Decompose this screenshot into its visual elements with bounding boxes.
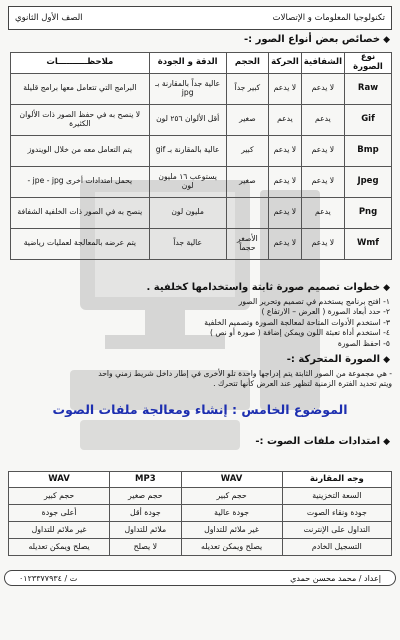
table-cell: حجم كبير (181, 488, 282, 505)
column-header: ملاحظــــــــــات (11, 53, 150, 74)
section-title: الصورة المتحركة :- (286, 354, 381, 365)
section-title: امتدادات ملفات الصوت :- (255, 436, 381, 447)
table-row (11, 228, 392, 259)
table-cell: لا يدعم (269, 73, 302, 104)
table-cell: لا يدعم (301, 166, 344, 197)
table-row (9, 505, 392, 522)
diamond-bullet-icon: ◆ (383, 35, 390, 45)
table-cell: عالية جداً بالمقارنة بـ jpg (149, 73, 226, 104)
column-header: الدقة و الجودة (149, 53, 226, 74)
phone-number: ت / ٠١٢٣٣٧٧٩٣٤ (19, 573, 78, 583)
section-title: خصائص بعض أنواع الصور :- (243, 34, 381, 45)
table-cell: لا يصلح (110, 539, 181, 556)
table-row (11, 166, 392, 197)
table-cell: التسجيل الخادم (282, 539, 391, 556)
table-cell: صغير (226, 104, 268, 135)
paragraph-line: - هي مجموعة من الصور الثابتة يتم إدراجها واحدة تلو الأخرى في إطار داخل شريط زمني واحد (98, 369, 392, 378)
animated-image-description (8, 369, 392, 390)
table-cell: البرامج التي تتعامل معها برامج قليلة (11, 73, 150, 104)
list-item: ٤- استخدم أداة تعبئة اللون ويمكن إضافة ( صورة أو نص ) (209, 328, 390, 338)
column-header: الشفافية (301, 53, 344, 74)
table-cell: لا يدعم (269, 135, 302, 166)
diamond-bullet-icon: ◆ (383, 283, 390, 293)
column-header: الحركة (269, 53, 302, 74)
page-footer (4, 570, 396, 586)
table-header-row (11, 53, 392, 74)
table-cell: يحمل امتدادات أخرى jpe - jpg - (11, 166, 150, 197)
section-audio-extensions (255, 436, 390, 447)
page-header (8, 6, 392, 30)
table-cell: التداول على الإنترنت (282, 522, 391, 539)
table-cell: لا ينصح به في حفظ الصور ذات الألوان الكثيرة (11, 104, 150, 135)
section-image-properties (244, 34, 390, 45)
table-cell: أعلى جودة (9, 505, 110, 522)
table-cell: جودة عالية (181, 505, 282, 522)
table-cell: لا يدعم (301, 228, 344, 259)
grade-title: الصف الأول الثانوي (15, 13, 83, 23)
table-cell: لا يدعم (301, 135, 344, 166)
section-animated-image (287, 354, 390, 365)
column-header: WAV (181, 472, 282, 488)
table-cell: Raw (345, 73, 392, 104)
list-item: ٣- استخدم الأدوات المتاحة لمعالجة الصورة وتصميم الخلفية (204, 317, 390, 327)
diamond-bullet-icon: ◆ (383, 355, 390, 365)
table-cell: يتم عرضه بالمعالجة لعمليات رياضية (11, 228, 150, 259)
table-cell: غير ملائم للتداول (9, 522, 110, 539)
table-cell: يصلح ويمكن تعديله (9, 539, 110, 556)
table-row (9, 488, 392, 505)
paragraph-line: ويتم تحديد الفترة الزمنية لتظهر عند العرض كأنها تتحرك . (213, 379, 392, 389)
table-cell: عالية بالمقارنة بـ gif (149, 135, 226, 166)
table-cell: يدعم (269, 104, 302, 135)
table-cell: Wmf (345, 228, 392, 259)
table-cell: يصلح ويمكن تعديله (181, 539, 282, 556)
table-cell: Png (345, 197, 392, 228)
table-cell: يدعم (301, 104, 344, 135)
column-header: MP3 (110, 472, 181, 488)
table-cell: حجم كبير (9, 488, 110, 505)
table-cell: يتم التعامل معه من خلال الويندوز (11, 135, 150, 166)
table-cell (226, 197, 268, 228)
column-header: نوع الصورة (345, 53, 392, 74)
topic-banner: الموضوع الخامس : إنشاء ومعالجة ملفات الصوت (52, 402, 348, 417)
table-cell: أقل الألوان ٢٥٦ لون (149, 104, 226, 135)
list-item: ١- افتح برنامج يستخدم في تصميم وتحرير الصور (238, 297, 390, 306)
table-row (9, 539, 392, 556)
table-cell: لا يدعم (269, 197, 302, 228)
audio-extensions-table (8, 471, 392, 556)
table-cell: Gif (345, 104, 392, 135)
table-row (11, 197, 392, 228)
table-row (11, 104, 392, 135)
table-row (9, 522, 392, 539)
steps-list (20, 297, 390, 349)
table-cell: جودة ونقاء الصوت (282, 505, 391, 522)
table-cell: Bmp (345, 135, 392, 166)
diamond-bullet-icon: ◆ (383, 437, 390, 447)
section-static-image-steps (146, 282, 390, 293)
table-cell: ملائم للتداول (110, 522, 181, 539)
table-cell: ينصح به في الصور ذات الخلفية الشفافة (11, 197, 150, 228)
table-cell: لا يدعم (269, 228, 302, 259)
table-cell: لا يدعم (269, 166, 302, 197)
table-cell: مليون لون (149, 197, 226, 228)
column-header: WAV (9, 472, 110, 488)
table-cell: لا يدعم (301, 73, 344, 104)
column-header: الحجم (226, 53, 268, 74)
list-item: ٥- احفظ الصورة (337, 338, 390, 348)
table-cell: Jpeg (345, 166, 392, 197)
table-cell: صغير (226, 166, 268, 197)
table-cell: يدعم (301, 197, 344, 228)
column-header: وجه المقارنة (282, 472, 391, 488)
table-cell: عالية جداً (149, 228, 226, 259)
author-credit: إعداد / محمد محسن حمدي (290, 573, 381, 583)
table-row (11, 73, 392, 104)
table-cell: كبير (226, 135, 268, 166)
image-types-table (10, 52, 392, 260)
table-cell: جودة أقل (110, 505, 181, 522)
table-cell: حجم صغير (110, 488, 181, 505)
table-row (11, 135, 392, 166)
section-title: خطوات تصميم صورة ثابتة واستخدامها كخلفية . (146, 282, 381, 293)
subject-title: تكنولوجيا المعلومات و الإتصالات (272, 13, 385, 23)
table-cell: كبير جداً (226, 73, 268, 104)
table-cell: غير ملائم للتداول (181, 522, 282, 539)
table-cell: الأصغر حجماً (226, 228, 268, 259)
table-header-row (9, 472, 392, 488)
list-item: ٢- حدد أبعاد الصورة ( العرض – الارتفاع ) (261, 307, 390, 317)
table-cell: السعة التخزينية (282, 488, 391, 505)
table-cell: يستوعب ١٦ مليون لون (149, 166, 226, 197)
